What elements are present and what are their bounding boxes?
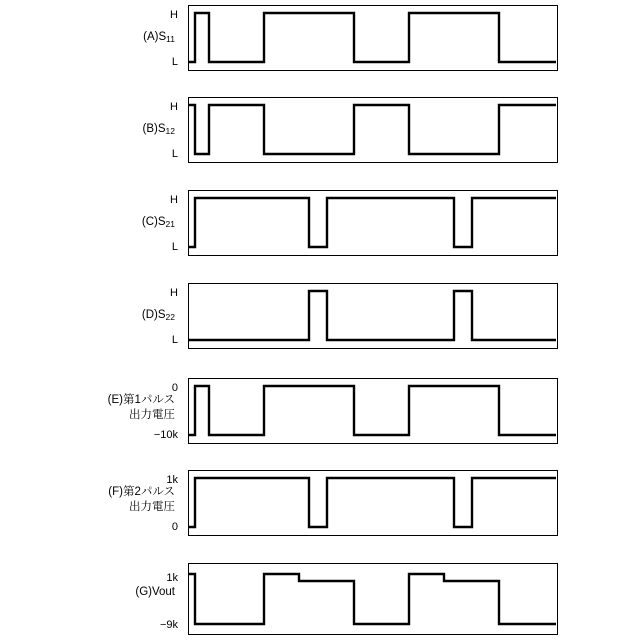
panel-d-label — [30, 308, 175, 325]
panel-a-bottom-level-label: L — [171, 56, 178, 68]
panel-f-label-line2: 出力電圧 — [129, 501, 175, 513]
panel-g-top-level-label: 1k — [166, 572, 178, 584]
panel-a-plot — [188, 5, 558, 71]
panel-c-label-subscript: 21 — [165, 218, 175, 229]
panel-d-bottom-level-label: L — [171, 334, 178, 346]
panel-b-top-level-label: H — [170, 101, 178, 113]
panel-f-label — [20, 485, 175, 515]
panel-c-waveform — [189, 191, 556, 254]
panel-g-waveform — [189, 564, 556, 633]
panel-e-top-level-label: 0 — [171, 382, 178, 394]
panel-d-label-text: (D)S — [141, 309, 166, 321]
panel-f-waveform — [189, 471, 556, 534]
panel-c-bottom-level-label: L — [171, 241, 178, 253]
panel-c-label — [30, 215, 175, 232]
panel-e-label-line1: (E)第1パルス — [107, 394, 175, 406]
panel-a-label — [30, 30, 175, 47]
panel-d-waveform — [189, 284, 556, 347]
panel-a-label-text: (A)S — [143, 31, 167, 43]
panel-e-bottom-level-label: −10k — [153, 429, 178, 441]
panel-a-waveform — [189, 6, 556, 69]
panel-b-waveform — [189, 98, 556, 161]
panel-f-plot — [188, 470, 558, 536]
panel-f-label-line1: (F)第2パルス — [108, 486, 175, 498]
panel-c-top-level-label: H — [170, 194, 178, 206]
panel-b-bottom-level-label: L — [171, 148, 178, 160]
panel-f-top-level-label: 1k — [166, 474, 178, 486]
panel-b-label — [30, 122, 175, 139]
panel-b-label-text: (B)S — [142, 123, 166, 135]
panel-e-label — [20, 393, 175, 423]
panel-e-plot — [188, 378, 558, 444]
panel-f-bottom-level-label: 0 — [171, 521, 178, 533]
panel-e-label-line2: 出力電圧 — [129, 409, 175, 421]
panel-e-waveform — [189, 379, 556, 442]
panel-b-plot — [188, 97, 558, 163]
panel-a-label-subscript: 11 — [166, 33, 175, 44]
panel-d-label-subscript: 22 — [165, 311, 175, 322]
panel-g-label — [20, 585, 175, 600]
panel-g-label-line1: (G)Vout — [135, 586, 175, 598]
panel-b-label-subscript: 12 — [165, 125, 175, 136]
panel-d-top-level-label: H — [170, 287, 178, 299]
panel-a-top-level-label: H — [170, 9, 178, 21]
panel-c-plot — [188, 190, 558, 256]
panel-g-plot — [188, 563, 558, 635]
panel-g-bottom-level-label: −9k — [159, 619, 178, 631]
panel-d-plot — [188, 283, 558, 349]
panel-c-label-text: (C)S — [141, 216, 166, 228]
